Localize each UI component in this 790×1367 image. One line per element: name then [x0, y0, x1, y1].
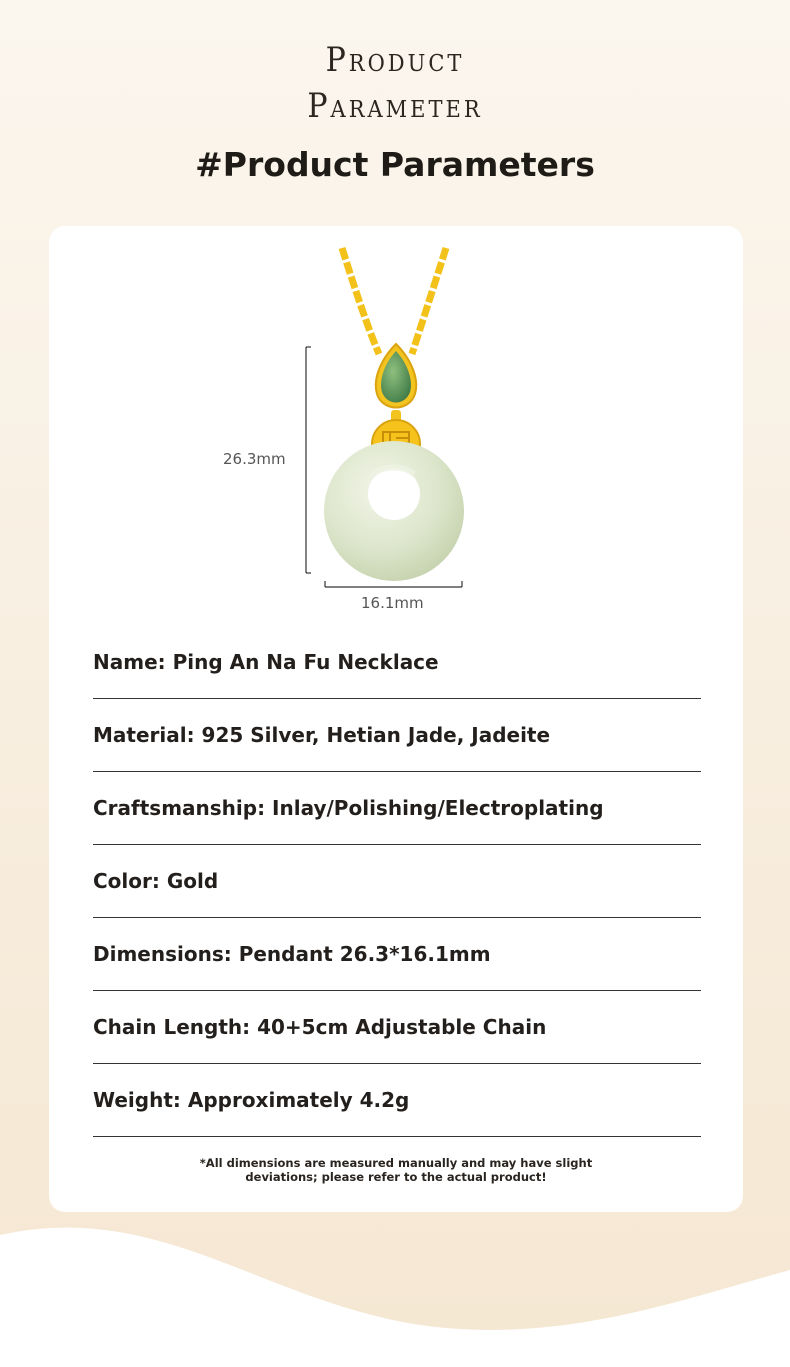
- param-text: Weight: Approximately 4.2g: [93, 1088, 410, 1112]
- disclaimer-note: [49, 1156, 743, 1184]
- title-line-2: Parameter: [307, 86, 483, 127]
- page-subtitle: #Product Parameters: [195, 145, 595, 184]
- height-label: 26.3mm: [223, 450, 286, 468]
- param-row-weight: [93, 1064, 701, 1137]
- param-row-color: [93, 845, 701, 918]
- parameter-list: [93, 626, 701, 1137]
- title-block: [0, 38, 790, 130]
- param-text: Name: Ping An Na Fu Necklace: [93, 650, 439, 674]
- param-text: Dimensions: Pendant 26.3*16.1mm: [93, 942, 491, 966]
- jade-donut-icon: [324, 441, 464, 581]
- note-line-2: deviations; please refer to the actual product!: [245, 1170, 547, 1184]
- param-text: Craftsmanship: Inlay/Polishing/Electroplating: [93, 796, 604, 820]
- chain-icon: [342, 248, 446, 354]
- note-line-1: *All dimensions are measured manually and may have slight: [199, 1156, 593, 1170]
- jade-teardrop-icon: [376, 344, 416, 422]
- param-row-material: [93, 699, 701, 772]
- width-label: 16.1mm: [361, 594, 424, 612]
- title-line-1: Product: [325, 40, 465, 81]
- width-dimension-line: [325, 581, 462, 587]
- param-text: Color: Gold: [93, 869, 219, 893]
- param-row-chain-length: [93, 991, 701, 1064]
- parameters-card: [49, 226, 743, 1212]
- param-text: Chain Length: 40+5cm Adjustable Chain: [93, 1015, 547, 1039]
- height-dimension-line: [306, 347, 311, 573]
- necklace-image: [49, 226, 743, 626]
- param-text: Material: 925 Silver, Hetian Jade, Jadeite: [93, 723, 551, 747]
- param-row-dimensions: [93, 918, 701, 991]
- param-row-craftsmanship: [93, 772, 701, 845]
- param-row-name: [93, 626, 701, 699]
